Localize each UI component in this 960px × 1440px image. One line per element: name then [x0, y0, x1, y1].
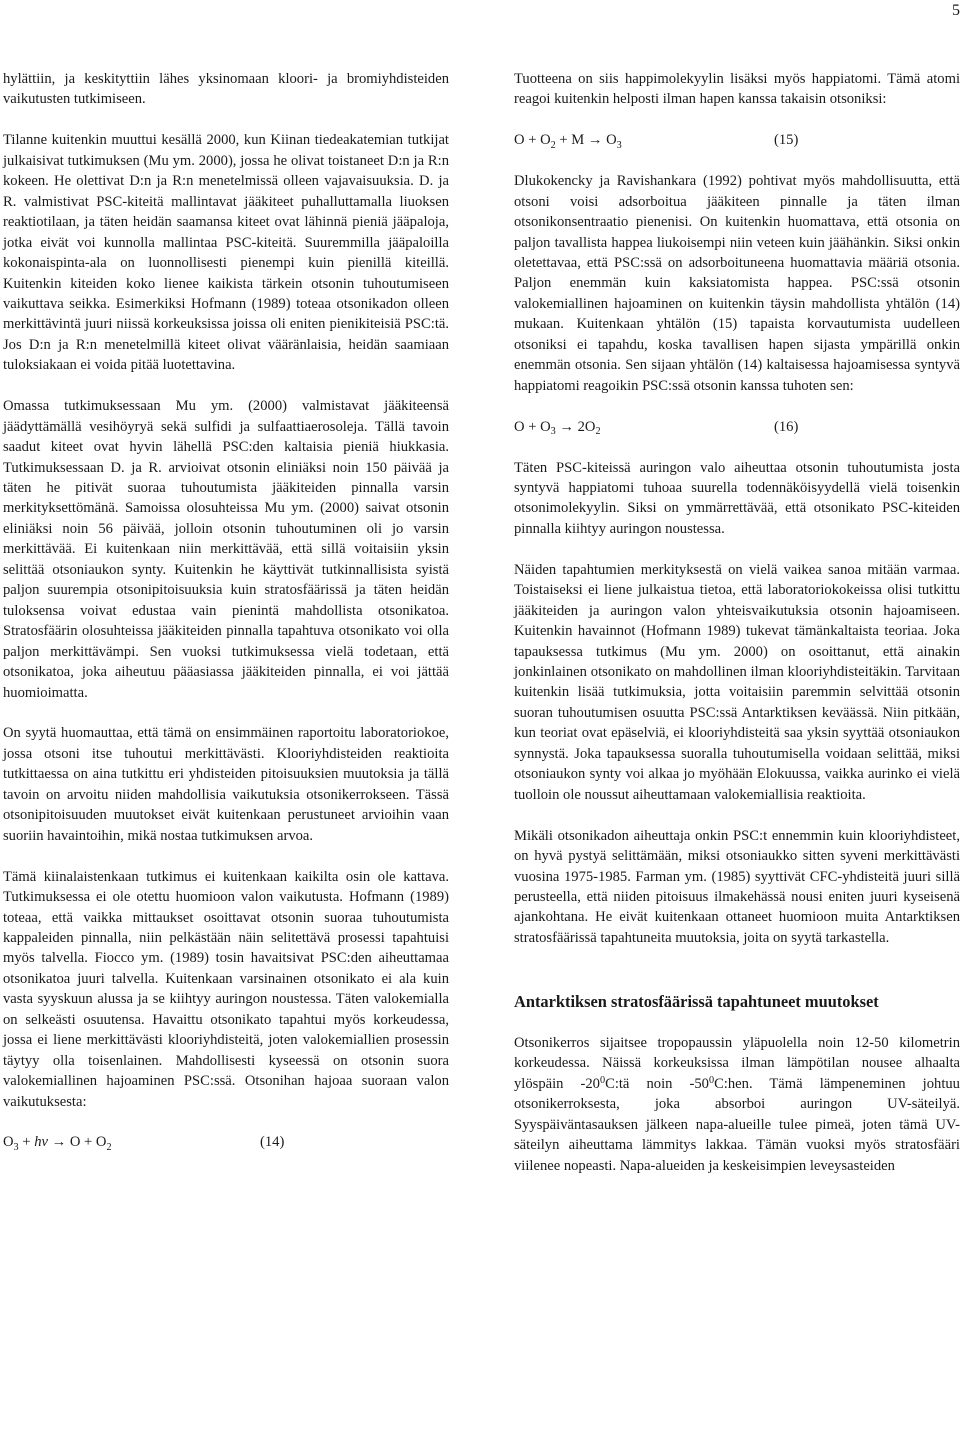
paragraph: Tuotteena on siis happimolekyylin lisäksi myös happiatomi. Tämä atomi reagoi kuitenkin helposti ilman hapen kanssa takaisin otsoniksi:	[514, 71, 960, 108]
equation-14: $O_3$ + hv → $O + O_2$ (14)	[3, 1134, 285, 1154]
paragraph: Omassa tutkimuksessaan Mu ym. (2000) valmistavat jääkiteensä jäädyttämällä vesihöyryä sekä sulfidi ja sulfaattiaerosoleja. Tällä tavoin saadut kiteet ovat hyvin lähellä PSC:den kaltaisia pieniä hiukkasia. Tutkimuksessaan D. ja R. arvioivat otsonin eliniäksi noin 150 päivää ja täten he pitivät suoraa tuhoutumista jääkiteiden pinnalla varsin merkityksettömänä. Samoissa olosuhteissa Mu ym. (2000) saivat otsonin eliniäksi noin 56 päivää, jolloin otsonin tuhoutuminen oli jo varsin merkittävää. Ei kuitenkaan niin merkittävää, että sillä voitaisiin yksin selittää otsoniaukon synty. Kuitenkin he käyttivät tutkinnallisista syistä paljon suurempia otsonipitoisuuksia kuin stratosfäärissä ja täten heidän tuloksensa voivat edustaa vain pienintä mahdollista otsonikatoa. Stratosfäärin olosuhteissa jääkiteiden pinnalla tapahtuva otsonikato voi olla paljon merkittävämpi. Sen vuoksi tutkimuksessa vielä todetaan, että otsonikatoa, joka aiheutuu pääasiassa jääkiteiden pinnalla, ei voi jättää huomioimatta.	[3, 398, 449, 701]
equation-number: (16)	[774, 418, 799, 435]
paragraph: Tämä kiinalaistenkaan tutkimus ei kuitenkaan kaikilta osin ole kattava. Tutkimuksessa ei ole otettu huomioon valon vaikutusta. Hofmann (1989) toteaa, että vaikka mittaukset osoittavat otsonin suoraa tuhoutumista kappaleiden pinnalla, niin pelkästään näin selitettävä prosessi tapahtuisi myös talvella. Fiocco ym. (1989) tosin havaitsivat PSC:den aiheuttamaa otsonikatoa juuri talvella. Kuitenkaan varsinainen otsonikato ei ala kuin vasta syyskuun alussa ja se kiihtyy auringon noustessa. Täten valokemialla on selkeästi osuutensa. Havaittu otsonikato tapahtui myös korkeudessa, jossa ei liene merkittävästi klooriyhdisteitä, joten valokemiallien prosessin täytyy olla toisenlainen. Mahdollisesti kyseessä on otsonin suora valokemiallinen hajoaminen PSC:ssä. Otsonihan hajoaa suoraan valon vaikutuksesta:	[3, 868, 449, 1110]
section-heading: Antarktiksen stratosfäärissä tapahtuneet muutokset	[514, 992, 879, 1012]
paragraph: On syytä huomauttaa, että tämä on ensimmäinen raportoitu laboratoriokoe, jossa otsoni itse tuhoutui merkittävästi. Klooriyhdisteiden reaktioita tutkittaessa on aina tutkittu eri yhdisteiden pitoisuuksien muutoksia ja tällä tavoin on arvoitu niiden mahdollisia vaikutuksia otsonikerrokseen. Tässä otsonipitoisuuden muutokset eivät kuitenkaan perustuneet arvioihin vaan suoriin havaintoihin, mikä nostaa tutkimuksen arvoa.	[3, 725, 449, 844]
page-number: 5	[952, 2, 960, 19]
right-column	[514, 69, 960, 1176]
paragraph: Mikäli otsonikadon aiheuttaja onkin PSC:t ennemmin kuin klooriyhdisteet, on hyvä pystyä selittämään, miksi otsoniaukko sitten syveni merkittävästi vuosina 1975-1985. Farman ym. (1985) syyttivät CFC-yhdisteitä juuri sillä perusteella, että niiden pitoisuus ilmakehässä nousi eniten juuri kyseisenä ajankohtana. He eivät kuitenkaan ottaneet huomioon muita Antarktiksen stratosfäärissä tapahtuneita muutoksia, joita on syytä tarkastella.	[514, 827, 960, 946]
equation-number: (15)	[774, 132, 799, 149]
paragraph: hylättiin, ja keskityttiin lähes yksinomaan kloori- ja bromiyhdisteiden vaikutusten tutkimiseen.	[3, 71, 449, 108]
equation-number: (14)	[260, 1134, 285, 1151]
paragraph: Otsonikerros sijaitsee tropopaussin yläpuolella noin 12-50 kilometrin korkeudessa. Näissä korkeuksissa ilman lämpötilan nousee alhaalta ylöspäin $-20^0C:tä$ noin $-50^0C:hen$. Tämä lämpeneminen johtuu otsonikerroksesta, joka absorboi auringon UV-säteilyä. Syyspäiväntasauksen jälkeen napa-alueille tulee pimeä, joten tämä UV-säteilyn aiheuttama lämmitys lakkaa. Tämän vuoksi myös stratosfääri viilenee nopeasti. Napa-alueiden ja keskeisimpien leveysasteiden	[514, 1034, 960, 1174]
equation-16: $O + O_3 \to 2O_2$ (16)	[514, 418, 799, 438]
paragraph: Tilanne kuitenkin muuttui kesällä 2000, kun Kiinan tiedeakatemian tutkijat julkaisivat tutkimuksen (Mu ym. 2000), jossa he olivat toistaneet D:n ja R:n kokeen. He olettivat D:n ja R:n menetelmissä olleen vajavaisuuksia. D. ja R. valmistivat PSC-kiteitä mallintavat jääkiteet puhalluttamalla liuoksen reaktiotilaan, ja täten heidän saamansa kiteet ovat lähinnä pieniä jääpaloja, jotka eivät voi kunnolla mallintaa PSC-kiteitä. Suuremmilla jääpaloilla kokonaispinta-ala on luonnollisesti pienempi kuin pienillä kiteillä. Kuitenkin kiteiden koko lienee kaikista tärkein otsonin tuhoutumiseen vaikuttava seikka. Esimerkiksi Hofmann (1989) toteaa otsonikadon olleen merkittävintä juuri niissä korkeuksissa joissa oli eniten pienikiteisiä PSC:tä. Jos D:n ja R:n menetelmillä kiteet olivat vääränlaisia, heidän saamiaan tuloksiakaan ei voida pitää luotettavina.	[3, 132, 449, 374]
paragraph: Näiden tapahtumien merkityksestä on vielä vaikea sanoa mitään varmaa. Toistaiseksi ei liene julkaistua tietoa, että laboratoriokokeissa olisi tutkittu jääkiteiden ja auringon valon yhteisvaikutuksia otsonin hajoamiseen. Kuitenkin havainnot (Hofmann 1989) tukevat tämänkaltaista teoriaa. Joka tapauksessa tutkimus (Mu ym. 2000) on osoittanut, että ainakin jonkinlainen otsonikato on mahdollinen ilman klooriyhdisteitäkin. Tarvitaan kuitenkin lisää tutkimuksia, jotta voitaisiin paremmin selvittää otsonin suoran tuhoutumisen osuutta PSC:ssä Antarktiksen keväässä. Niin pitkään, kun teoriat ovat epäselviä, ei klooriyhdisteitä saa yksin syyttää otsoniaukon synnystä. Joka tapauksessa suoralla tuhoutumisella voidaan selittää, miksi otsoniaukon synty voi alkaa jo myöhään Elokuussa, vaikka aurinko ei vielä tuolloin ole noussut aiheuttamaan valokemiallisia reaktioita.	[514, 561, 960, 803]
paragraph: Täten PSC-kiteissä auringon valo aiheuttaa otsonin tuhoutumista josta syntyvä happiatomi tuhoaa suurella todennäköisyydellä vielä toisenkin otsonimolekyylin. Siksi on ymmärrettävää, että otsonikato PSC-kiteiden pinnalla kiihtyy auringon noustessa.	[514, 459, 960, 537]
equation-15: $O + O_2 + M \to O_3$ (15)	[514, 132, 799, 151]
left-column	[3, 69, 449, 1153]
paragraph: Dlukokencky ja Ravishankara (1992) pohtivat myös mahdollisuutta, että otsoni voisi adsorboitua jääkiteen pinnalle ja täten ilman otsonikonsentraatio pienenisi. On kuitenkin huomattava, että otsonia on paljon tavallista happea liukoisempi niin veteen kuin jäähänkin. Siksi onkin oletettavaa, että PSC:ssä on adsorboituneena huomattavia määriä otsonia. Paljon enemmän kuin kaksiatomista happea. PSC:ssä otsonin valokemiallinen hajoaminen on kuitenkin täysin mahdollista yhtälön (14) mukaan. Kuitenkaan yhtälön (15) tapaista korvautumista uudelleen otsoniksi ei tapahdu, koska tavallisen hapen sijasta ympärillä onkin enemmän otsonia. Sen sijaan yhtälön (14) kaltaisessa hajoamisessa syntyvä happiatomi reagoikin PSC:ssä otsonin kanssa tuhoten sen:	[514, 173, 960, 394]
